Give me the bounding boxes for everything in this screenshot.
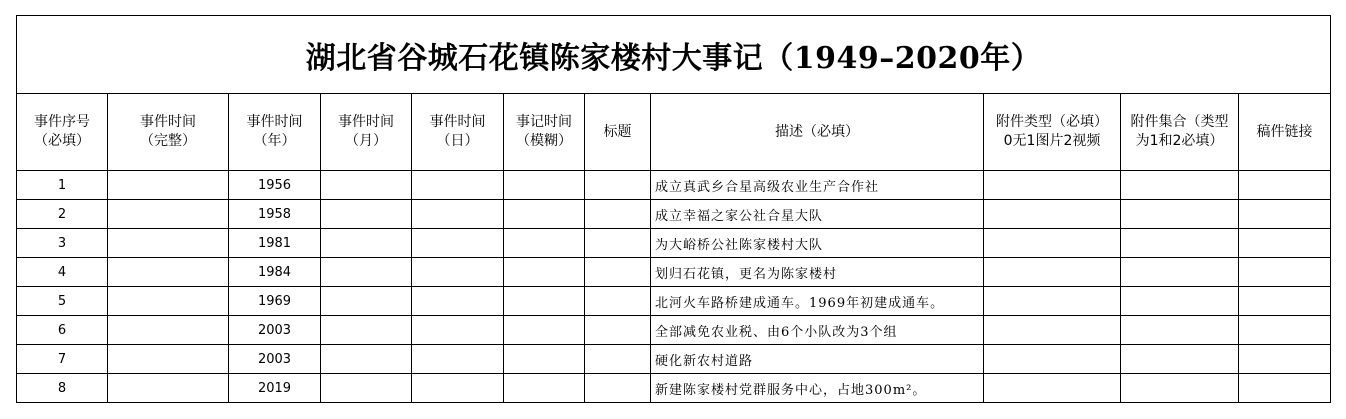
header-time-full-line2: （完整） <box>140 133 196 149</box>
cell-article-link <box>1239 287 1331 316</box>
cell-attachment-set <box>1121 258 1239 287</box>
header-time-day-line2: （日） <box>436 133 479 149</box>
cell-seq: 3 <box>17 229 108 258</box>
header-title <box>585 94 651 171</box>
header-time-fuzzy <box>504 94 585 171</box>
cell-time-fuzzy <box>504 374 585 403</box>
header-time-year <box>229 94 321 171</box>
cell-attachment-set <box>1121 345 1239 374</box>
cell-month <box>321 258 412 287</box>
cell-time-fuzzy <box>504 200 585 229</box>
header-row <box>17 94 1331 171</box>
cell-time-full <box>108 258 229 287</box>
cell-time-fuzzy <box>504 345 585 374</box>
cell-description: 新建陈家楼村党群服务中心，占地300m²。 <box>651 374 984 403</box>
header-time-month-line2: （月） <box>345 133 387 149</box>
cell-year: 1969 <box>229 287 321 316</box>
cell-attachment-type <box>984 287 1121 316</box>
header-time-fuzzy-line1: 事记时间 <box>516 114 572 130</box>
table-row <box>17 374 1331 403</box>
header-attachment-type-line1: 附件类型（必填） <box>996 114 1108 130</box>
cell-time-fuzzy <box>504 316 585 345</box>
cell-time-full <box>108 200 229 229</box>
cell-article-link <box>1239 171 1331 200</box>
table-row <box>17 287 1331 316</box>
cell-attachment-type <box>984 258 1121 287</box>
header-description <box>651 94 984 171</box>
cell-attachment-set <box>1121 374 1239 403</box>
cell-time-full <box>108 374 229 403</box>
cell-title <box>585 345 651 374</box>
cell-month <box>321 345 412 374</box>
cell-attachment-set <box>1121 200 1239 229</box>
cell-month <box>321 171 412 200</box>
cell-time-full <box>108 229 229 258</box>
cell-time-fuzzy <box>504 171 585 200</box>
header-time-year-line1: 事件时间 <box>246 114 303 130</box>
cell-seq: 1 <box>17 171 108 200</box>
table-body <box>17 171 1331 403</box>
cell-description: 北河火车路桥建成通车。1969年初建成通车。 <box>651 287 984 316</box>
cell-seq: 2 <box>17 200 108 229</box>
cell-day <box>412 287 504 316</box>
cell-month <box>321 200 412 229</box>
cell-article-link <box>1239 229 1331 258</box>
cell-description: 硬化新农村道路 <box>651 345 984 374</box>
cell-title <box>585 200 651 229</box>
cell-title <box>585 374 651 403</box>
cell-attachment-type <box>984 374 1121 403</box>
cell-attachment-type <box>984 200 1121 229</box>
header-time-day <box>412 94 504 171</box>
cell-year: 1984 <box>229 258 321 287</box>
table-row <box>17 345 1331 374</box>
cell-seq: 6 <box>17 316 108 345</box>
cell-title <box>585 258 651 287</box>
cell-title <box>585 171 651 200</box>
cell-time-fuzzy <box>504 258 585 287</box>
page-title: 湖北省谷城石花镇陈家楼村大事记（1949–2020年） <box>17 16 1331 94</box>
table-row <box>17 229 1331 258</box>
cell-article-link <box>1239 374 1331 403</box>
header-time-year-line2: （年） <box>253 133 296 149</box>
header-seq <box>17 94 108 171</box>
cell-year: 1981 <box>229 229 321 258</box>
cell-seq: 5 <box>17 287 108 316</box>
table-row <box>17 200 1331 229</box>
cell-month <box>321 229 412 258</box>
header-attachment-set-line1: 附件集合（类型 <box>1130 114 1229 130</box>
cell-day <box>412 345 504 374</box>
header-time-full-line1: 事件时间 <box>140 114 196 130</box>
cell-day <box>412 258 504 287</box>
cell-attachment-set <box>1121 171 1239 200</box>
cell-seq: 4 <box>17 258 108 287</box>
cell-attachment-set <box>1121 287 1239 316</box>
cell-article-link <box>1239 200 1331 229</box>
cell-description: 成立幸福之家公社合星大队 <box>651 200 984 229</box>
cell-day <box>412 374 504 403</box>
cell-description: 划归石花镇，更名为陈家楼村 <box>651 258 984 287</box>
header-description-line1: 描述（必填） <box>775 123 859 140</box>
cell-year: 1956 <box>229 171 321 200</box>
cell-attachment-type <box>984 316 1121 345</box>
cell-time-fuzzy <box>504 287 585 316</box>
cell-attachment-set <box>1121 229 1239 258</box>
cell-title <box>585 287 651 316</box>
cell-month <box>321 287 412 316</box>
header-attachment-type-line2: 0无1图片2视频 <box>1003 133 1101 149</box>
cell-time-fuzzy <box>504 229 585 258</box>
cell-attachment-type <box>984 345 1121 374</box>
header-seq-line2: （必填） <box>34 133 90 149</box>
cell-day <box>412 229 504 258</box>
cell-title <box>585 229 651 258</box>
header-time-fuzzy-line2: （模糊） <box>516 133 572 149</box>
header-article-link-line1: 稿件链接 <box>1256 123 1313 140</box>
header-time-month <box>321 94 412 171</box>
cell-seq: 7 <box>17 345 108 374</box>
header-time-day-line1: 事件时间 <box>429 114 486 130</box>
header-attachment-set <box>1121 94 1239 171</box>
cell-time-full <box>108 345 229 374</box>
cell-attachment-type <box>984 229 1121 258</box>
cell-month <box>321 316 412 345</box>
cell-time-full <box>108 316 229 345</box>
cell-article-link <box>1239 345 1331 374</box>
table-row <box>17 258 1331 287</box>
header-time-month-line1: 事件时间 <box>338 114 394 130</box>
header-article-link <box>1239 94 1331 171</box>
cell-year: 2003 <box>229 316 321 345</box>
cell-year: 1958 <box>229 200 321 229</box>
header-time-full <box>108 94 229 171</box>
cell-year: 2003 <box>229 345 321 374</box>
cell-description: 成立真武乡合星高级农业生产合作社 <box>651 171 984 200</box>
cell-attachment-set <box>1121 316 1239 345</box>
cell-title <box>585 316 651 345</box>
cell-year: 2019 <box>229 374 321 403</box>
cell-time-full <box>108 287 229 316</box>
cell-seq: 8 <box>17 374 108 403</box>
cell-article-link <box>1239 258 1331 287</box>
cell-description: 全部减免农业税、由6个小队改为3个组 <box>651 316 984 345</box>
cell-month <box>321 374 412 403</box>
cell-time-full <box>108 171 229 200</box>
cell-article-link <box>1239 316 1331 345</box>
header-seq-line1: 事件序号 <box>34 114 90 130</box>
events-table <box>16 15 1331 403</box>
table-row <box>17 171 1331 200</box>
header-attachment-set-line2: 为1和2必填） <box>1135 133 1224 149</box>
cell-description: 为大峪桥公社陈家楼村大队 <box>651 229 984 258</box>
cell-attachment-type <box>984 171 1121 200</box>
table-row <box>17 316 1331 345</box>
header-title-line1: 标题 <box>603 123 632 140</box>
cell-day <box>412 316 504 345</box>
cell-day <box>412 200 504 229</box>
cell-day <box>412 171 504 200</box>
header-attachment-type <box>984 94 1121 171</box>
